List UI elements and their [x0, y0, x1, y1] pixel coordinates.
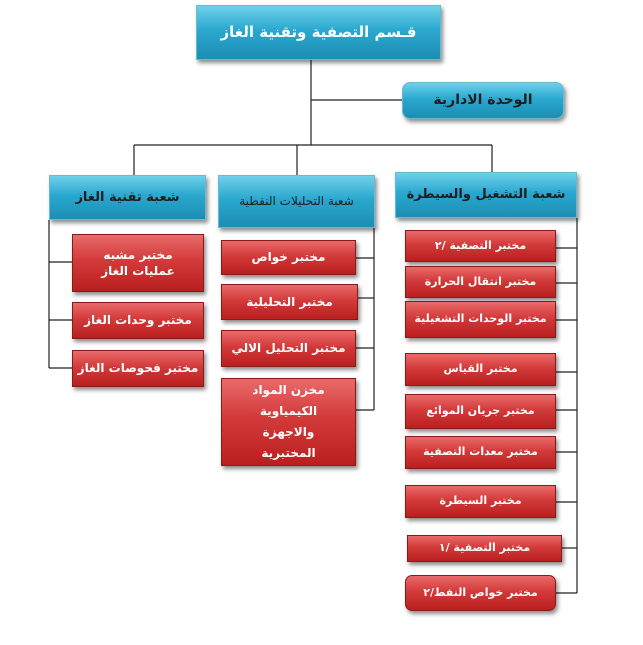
- gas-lab-1-label: مختبر مشبه عمليات الغاز: [101, 247, 175, 278]
- gas-lab-3-label: مختبر فحوصات الغاز: [77, 361, 199, 376]
- operation-lab-4: [405, 353, 556, 386]
- analysis-lab-2: [221, 284, 358, 320]
- operation-lab-3: [405, 301, 556, 338]
- analysis-lab-2-label: مختبر التحليلية: [246, 294, 333, 309]
- operation-lab-4-label: مختبر القياس: [443, 362, 518, 376]
- operation-lab-2-label: مختبر انتقال الحرارة: [424, 274, 537, 288]
- analysis-lab-3: [221, 330, 356, 367]
- gas-lab-2: [72, 302, 204, 339]
- operation-lab-7: [405, 485, 556, 518]
- operation-lab-1-label: مختبر التصفية /٢: [434, 238, 527, 252]
- branch-operation: [395, 172, 577, 218]
- analysis-lab-4: [221, 378, 356, 466]
- admin-unit-label: الوحدة الادارية: [433, 92, 533, 109]
- branch-gas: [49, 175, 206, 220]
- analysis-lab-1-label: مختبر خواص: [251, 250, 326, 265]
- operation-lab-7-label: مختبر السيطرة: [439, 494, 522, 508]
- admin-unit-node: [402, 82, 564, 119]
- operation-lab-5-label: مختبر جريان الموائع: [426, 404, 535, 418]
- analysis-lab-4-label: مخزن المواد الكيمياوية والاجهزة المختبرية: [252, 383, 325, 460]
- operation-lab-9-label: مختبر خواص النفط/٢: [423, 585, 538, 599]
- operation-lab-6: [405, 436, 556, 469]
- operation-lab-5: [405, 394, 556, 429]
- branch-operation-label: شعبة التشغيل والسيطرة: [406, 187, 566, 203]
- root-label: قـسم التصفية وتقنية الغاز: [220, 23, 417, 42]
- root-node: [196, 5, 441, 60]
- branch-gas-label: شعبة تقنية الغاز: [75, 189, 180, 205]
- gas-lab-3: [72, 350, 204, 387]
- operation-lab-6-label: مختبر معدات التصفية: [423, 445, 538, 459]
- operation-lab-1: [405, 230, 556, 262]
- operation-lab-9: [405, 575, 556, 611]
- gas-lab-2-label: مختبر وحدات الغاز: [84, 313, 192, 328]
- operation-lab-8-label: مختبر التصفية /١: [438, 541, 531, 555]
- operation-lab-3-label: مختبر الوحدات التشغيلية: [414, 312, 547, 326]
- branch-analysis-label: شعبة التحليلات النفطية: [239, 194, 354, 209]
- analysis-lab-3-label: مختبر التحليل الالي: [231, 341, 346, 356]
- operation-lab-2: [405, 266, 556, 298]
- operation-lab-8: [407, 535, 562, 562]
- branch-analysis: [218, 175, 375, 228]
- gas-lab-1: [72, 234, 204, 292]
- analysis-lab-1: [221, 240, 356, 275]
